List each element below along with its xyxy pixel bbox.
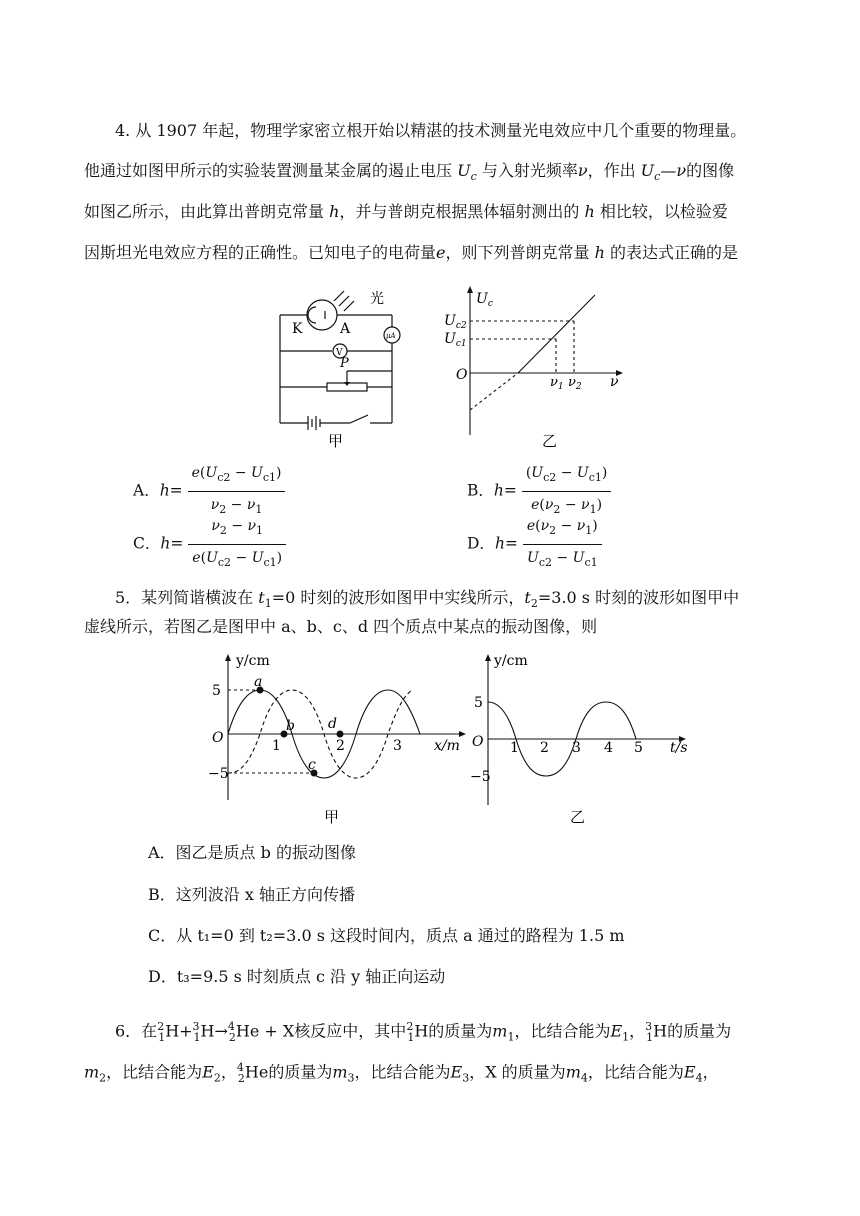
q5-option-a[interactable]: A．图乙是质点 b 的振动图像 <box>148 843 356 862</box>
svg-text:2: 2 <box>540 740 549 756</box>
svg-text:ν: ν <box>610 374 619 390</box>
svg-text:−5: −5 <box>208 766 229 782</box>
svg-text:5: 5 <box>474 695 483 711</box>
svg-text:y/cm: y/cm <box>494 653 528 669</box>
svg-text:O: O <box>456 367 468 383</box>
q5-line1: 5．某列简谐横波在 $t_1=0$ 时刻的波形如图甲中实线所示，$t_2=3.0$ s 时刻的波形如图甲中 <box>115 588 740 611</box>
voltmeter-label: V <box>336 348 343 358</box>
q4-option-a[interactable]: A．h= $\frac{e(U_{c2} - U_{c1})}{\nu_2 - \nu_1}$ <box>133 462 285 521</box>
uc-nu-graph <box>440 285 630 450</box>
fig-jia-caption: 甲 <box>328 432 344 450</box>
q5-option-c[interactable]: C．从 t₁=0 到 t₂=3.0 s 这段时间内，质点 a 通过的路程为 1.5 m <box>148 926 625 945</box>
svg-text:3: 3 <box>393 738 402 754</box>
q5-option-b[interactable]: B．这列波沿 x 轴正方向传播 <box>148 885 355 904</box>
svg-text:a: a <box>254 674 263 690</box>
q4-option-b[interactable]: B．h= $\frac{(U_{c2} - U_{c1})}{e(\nu_2 - \nu_1)}$ <box>467 462 611 521</box>
svg-text:x/m: x/m <box>434 738 460 754</box>
svg-text:−5: −5 <box>470 769 491 785</box>
microammeter-label: μA <box>386 332 396 340</box>
svg-text:O: O <box>472 734 484 750</box>
svg-text:O: O <box>212 730 224 746</box>
svg-text:Uc: $U_c$ <box>476 291 493 309</box>
fig-yi-caption: 乙 <box>542 432 558 450</box>
q4-line3: 如图乙所示，由此算出普朗克常量 h，并与普朗克根据黑体辐射测出的 h 相比较，以检验爱 <box>84 202 728 221</box>
q5-line2: 虚线所示，若图乙是图甲中 a、b、c、d 四个质点中某点的振动图像，则 <box>84 617 598 636</box>
cathode-label: K <box>292 321 303 337</box>
q4-line1: 4. 从 1907 年起，物理学家密立根开始以精湛的技术测量光电效应中几个重要的物理量。 <box>115 121 747 140</box>
svg-text:4: 4 <box>604 740 613 756</box>
q4-option-c[interactable]: C．h= $\frac{\nu_2 - \nu_1}{e(U_{c2} - U_{c1})}$ <box>133 515 286 574</box>
svg-text:1: 1 <box>272 738 281 754</box>
svg-text:Uc2: $U_{c2}$ <box>444 313 467 331</box>
svg-text:1: 1 <box>510 740 519 756</box>
svg-text:2: 2 <box>336 738 345 754</box>
svg-text:y/cm: y/cm <box>236 653 270 669</box>
vibration-graph <box>468 650 698 830</box>
svg-text:d: d <box>328 716 337 732</box>
q4-option-d[interactable]: D．h= $\frac{e(\nu_2 - \nu_1)}{U_{c2} - U_{c1}}$ <box>467 515 602 574</box>
svg-text:5: 5 <box>212 683 221 699</box>
wave-fig-jia-caption: 甲 <box>324 808 340 826</box>
svg-text:c: c <box>308 757 316 773</box>
q6-line1: 6．在$^2_1$H+$^3_1$H→$^4_2$He + X核反应中，其中$^2_1$H的质量为$m_1$，比结合能为$E_1$，$^3_1$H的质量为 <box>115 1020 732 1044</box>
wave-graph <box>208 650 473 830</box>
svg-text:t/s: t/s <box>670 740 688 756</box>
q4-line2: 他通过如图甲所示的实验装置测量某金属的遏止电压 $U_c$ 与入射光频率ν，作出 $U_c—\nu$的图像 <box>84 161 735 184</box>
svg-text:3: 3 <box>572 740 581 756</box>
svg-text:ν2: $\nu_2$ <box>568 375 582 392</box>
light-label: 光 <box>370 291 384 307</box>
svg-text:ν1: $\nu_1$ <box>550 375 564 392</box>
svg-text:b: b <box>286 718 295 734</box>
q4-line4: 因斯坦光电效应方程的正确性。已知电子的电荷量e，则下列普朗克常量 h 的表达式正确的是 <box>84 243 738 262</box>
svg-text:5: 5 <box>634 740 643 756</box>
slider-label: P <box>340 356 349 371</box>
q6-line2: $m_2$，比结合能为$E_2$，$^4_2$He的质量为$m_3$，比结合能为$E_3$，X 的质量为$m_4$，比结合能为$E_4$， <box>84 1061 719 1085</box>
q5-option-d[interactable]: D．t₃=9.5 s 时刻质点 c 沿 y 轴正向运动 <box>148 967 446 986</box>
circuit-diagram <box>272 285 412 450</box>
svg-text:Uc1: $U_{c1}$ <box>444 331 467 349</box>
anode-label: A <box>340 321 351 337</box>
vibration-fig-yi-caption: 乙 <box>570 808 586 826</box>
